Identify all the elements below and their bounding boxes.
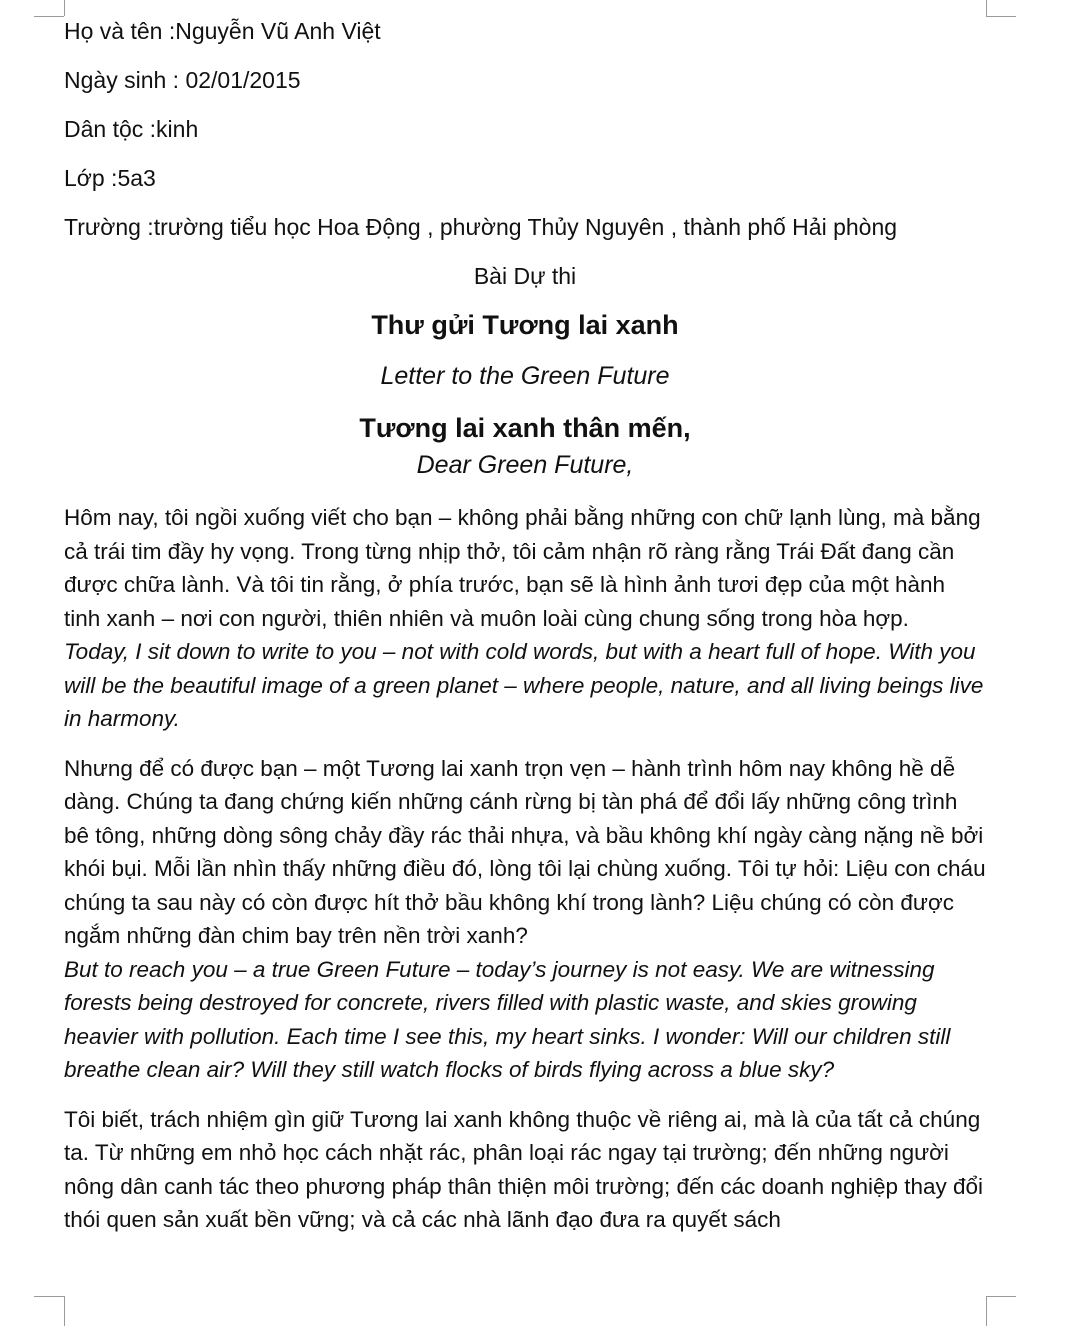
paragraph-gap [64, 1087, 986, 1103]
paragraph-1-vi: Hôm nay, tôi ngồi xuống viết cho bạn – không phải bằng những con chữ lạnh lùng, mà bằng cả trái tim đầy hy vọng. Trong từng nhịp thở, tôi cảm nhận rõ ràng rằng Trái Đất đang cần được chữa lành. Và tôi tin rằng, ở phía trước, bạn sẽ là hình ảnh tươi đẹp của một hành tinh xanh – nơi con người, thiên nhiên và muôn loài cùng chung sống trong hòa hợp. [64, 505, 981, 631]
paragraph-1-en: Today, I sit down to write to you – not with cold words, but with a heart full of hope. With you will be the beautiful image of a green planet – where people, nature, and all living beings live in harmony. [64, 639, 984, 731]
letter-title-en: Letter to the Green Future [380, 362, 670, 390]
student-ethnicity: Dân tộc :kinh [64, 116, 199, 142]
greeting-vi: Tương lai xanh thân mến, [359, 413, 691, 443]
student-dob: Ngày sinh : 02/01/2015 [64, 67, 301, 93]
entry-subtitle: Bài Dự thi [473, 263, 577, 289]
crop-mark-bottom-left [64, 1296, 65, 1326]
crop-mark-top-left [34, 16, 64, 17]
paragraph-3-vi: Tôi biết, trách nhiệm gìn giữ Tương lai xanh không thuộc về riêng ai, mà là của tất cả chúng ta. Từ những em nhỏ học cách nhặt rác, phân loại rác ngay tại trường; đến những người nông dân canh tác theo phương pháp thân thiện môi trường; đến các doanh nghiệp thay đổi thói quen sản xuất bền vững; và cả các nhà lãnh đạo đưa ra quyết sách [64, 1106, 984, 1232]
crop-mark-bottom-left [34, 1296, 64, 1297]
student-class: Lớp :5a3 [64, 165, 156, 191]
crop-mark-top-right [986, 0, 987, 16]
paragraph-2-vi: Nhưng để có được bạn – một Tương lai xanh trọn vẹn – hành trình hôm nay không hề dễ dàng. Chúng ta đang chứng kiến những cánh rừng bị tàn phá để đổi lấy những công trình bê tông, những dòng sông chảy đầy rác thải nhựa, và bầu không khí ngày càng nặng nề bởi khói bụi. Mỗi lần nhìn thấy những điều đó, lòng tôi lại chùng xuống. Tôi tự hỏi: Liệu con cháu chúng ta sau này có còn được hít thở bầu không khí trong lành? Liệu chúng có còn được ngắm những đàn chim bay trên nền trời xanh? [64, 755, 986, 948]
paragraph-gap [64, 736, 986, 752]
crop-mark-bottom-right [986, 1296, 987, 1326]
greeting-en: Dear Green Future, [416, 451, 634, 479]
crop-mark-bottom-right [986, 1296, 1016, 1297]
letter-title-vi: Thư gửi Tương lai xanh [371, 310, 679, 340]
document-content [64, 14, 986, 1237]
student-name: Họ và tên :Nguyễn Vũ Anh Việt [64, 18, 381, 44]
crop-mark-top-right [986, 16, 1016, 17]
student-school: Trường :trường tiểu học Hoa Động , phường Thủy Nguyên , thành phố Hải phòng [64, 214, 898, 240]
paragraph-2-en: But to reach you – a true Green Future – today’s journey is not easy. We are witnessing forests being destroyed for concrete, rivers filled with plastic waste, and skies growing heavier with pollution. Each time I see this, my heart sinks. I wonder: Will our children still breathe clean air? Will they still watch flocks of birds flying across a blue sky? [64, 956, 951, 1082]
